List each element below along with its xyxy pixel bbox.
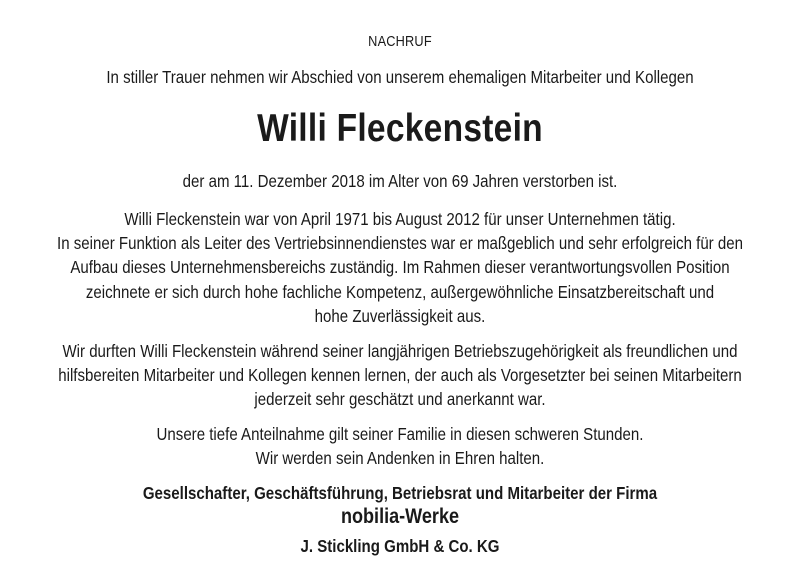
paragraph-line: Wir werden sein Andenken in Ehren halten. [255, 448, 545, 469]
company-legal-name: J. Stickling GmbH & Co. KG [300, 536, 500, 556]
paragraph-line: Wir durften Willi Fleckenstein während seiner langjährigen Betriebszugehörigkeit als freundlichen und [62, 341, 738, 361]
paragraph-line: Unsere tiefe Anteilnahme gilt seiner Familie in diesen schweren Stunden. [156, 424, 644, 444]
paragraph-line: In seiner Funktion als Leiter des Vertriebsinnendienstes war er maßgeblich und sehr erfolgreich für den [57, 233, 743, 254]
paragraph-line: jederzeit sehr geschätzt und anerkannt war. [254, 389, 546, 410]
deceased-name: Willi Fleckenstein [257, 107, 543, 150]
career-paragraph [4, 207, 795, 328]
paragraph-line: Willi Fleckenstein war von April 1971 bis August 2012 für unser Unternehmen tätig. [124, 209, 676, 229]
signatories-line: Gesellschafter, Geschäftsführung, Betriebsrat und Mitarbeiter der Firma [142, 483, 658, 503]
company-name: nobilia-Werke [340, 505, 460, 528]
condolence-paragraph [4, 422, 795, 470]
paragraph-line: Aufbau dieses Unternehmensbereichs zuständig. Im Rahmen dieser verantwortungsvollen Position [70, 257, 730, 278]
paragraph-line: hilfsbereiten Mitarbeiter und Kollegen kennen lernen, der auch als Vorgesetzter bei seinen Mitarbeitern [58, 365, 742, 386]
intro-line: In stiller Trauer nehmen wir Abschied von unserem ehemaligen Mitarbeiter und Kollegen [106, 67, 694, 87]
tribute-paragraph [4, 339, 795, 412]
paragraph-line: hohe Zuverlässigkeit aus. [314, 305, 486, 326]
death-date-line: der am 11. Dezember 2018 im Alter von 69 Jahren verstorben ist. [182, 171, 618, 191]
paragraph-line: zeichnete er sich durch hohe fachliche Kompetenz, außergewöhnliche Einsatzbereitschaft und [85, 281, 715, 302]
notice-header: NACHRUF [368, 34, 432, 50]
